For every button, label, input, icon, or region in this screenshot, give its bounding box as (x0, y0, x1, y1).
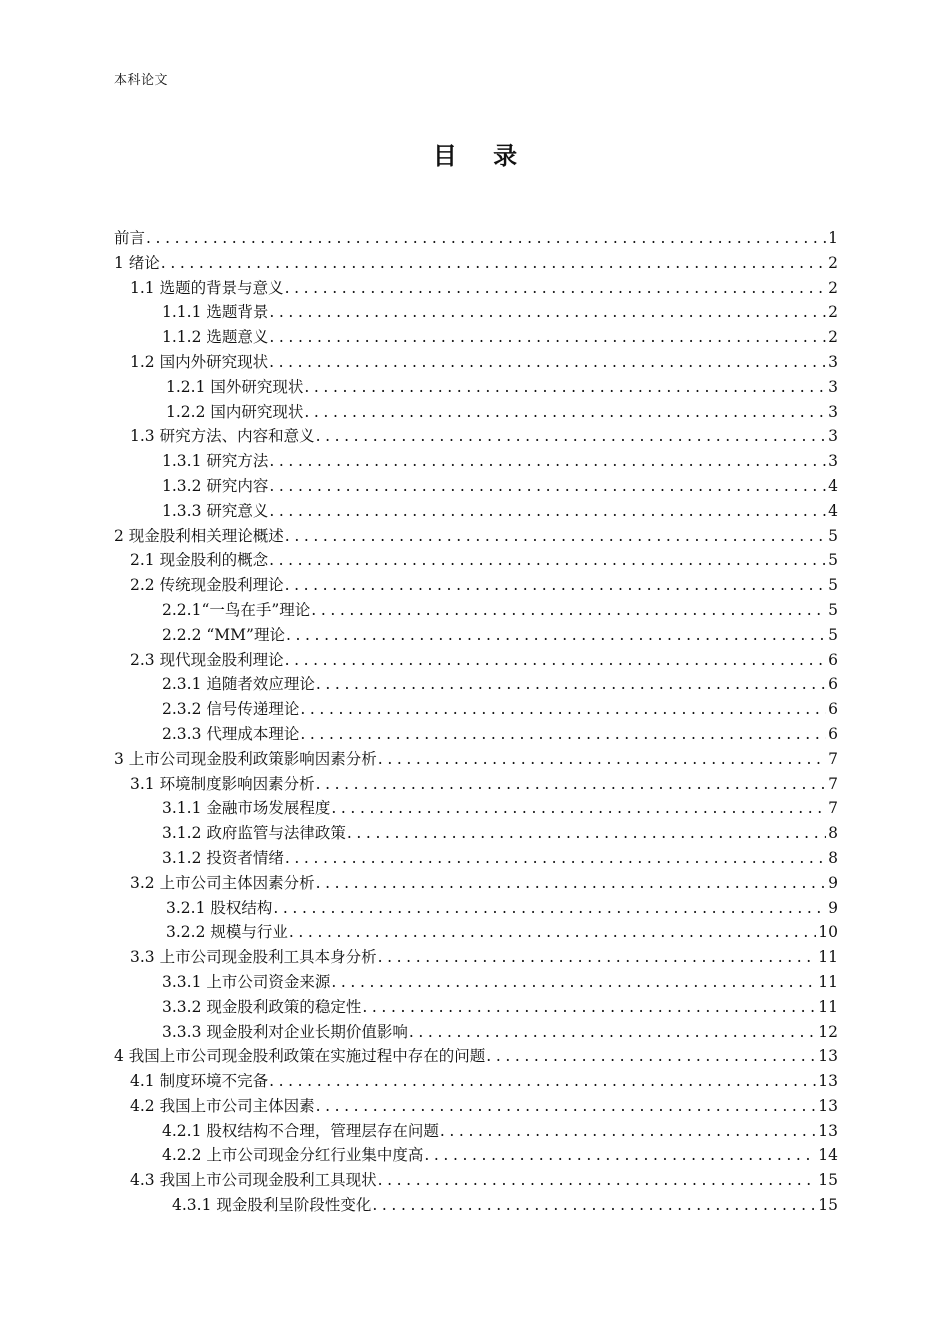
toc-entry-label: 3.3.2 现金股利政策的稳定性 (162, 997, 362, 1016)
toc-leader-dots (285, 846, 826, 871)
toc-entry-label: 1.3.3 研究意义 (162, 501, 269, 520)
toc-entry-page-number: 3 (828, 352, 838, 371)
toc-entry-page-number: 5 (828, 600, 838, 619)
toc-leader-dots (316, 772, 827, 797)
toc-entry-label: 3.1.1 金融市场发展程度 (162, 799, 331, 818)
toc-entry[interactable] (0, 300, 950, 325)
toc-entry-label: 2.3.1 追随者效应理论 (162, 675, 315, 694)
toc-entry-page-number: 6 (828, 675, 838, 694)
toc-entry-label: 3.2 上市公司主体因素分析 (130, 873, 315, 892)
toc-entry[interactable] (0, 648, 950, 673)
toc-leader-dots (269, 548, 826, 573)
toc-leader-dots (331, 970, 816, 995)
toc-leader-dots (440, 1119, 816, 1144)
toc-entry[interactable] (0, 1044, 950, 1069)
toc-entry-page-number: 2 (828, 303, 838, 322)
toc-leader-dots (300, 722, 826, 747)
toc-entry[interactable] (0, 772, 950, 797)
toc-entry[interactable] (0, 1168, 950, 1193)
toc-leader-dots (316, 871, 827, 896)
toc-leader-dots (269, 449, 826, 474)
toc-entry[interactable] (0, 871, 950, 896)
toc-entry-page-number: 8 (828, 824, 838, 843)
toc-entry-label: 4.2 我国上市公司主体因素 (130, 1096, 315, 1115)
toc-entry-page-number: 4 (828, 501, 838, 520)
toc-entry-label: 2.2 传统现金股利理论 (130, 576, 284, 595)
toc-leader-dots (300, 697, 826, 722)
toc-entry-page-number: 6 (828, 700, 838, 719)
toc-entry-page-number: 3 (828, 377, 838, 396)
toc-entry-label: 3.2.2 规模与行业 (166, 923, 288, 942)
toc-entry[interactable] (0, 1119, 950, 1144)
toc-leader-dots (161, 251, 826, 276)
toc-entry-label: 1.2 国内外研究现状 (130, 352, 269, 371)
toc-leader-dots (347, 821, 826, 846)
toc-entry[interactable] (0, 375, 950, 400)
toc-entry-label: 2.3 现代现金股利理论 (130, 650, 284, 669)
toc-entry-page-number: 11 (818, 948, 838, 967)
toc-entry-label: 4.2.1 股权结构不合理，管理层存在问题 (162, 1121, 439, 1140)
toc-leader-dots (269, 499, 826, 524)
toc-leader-dots (372, 1193, 816, 1218)
toc-entry-label: 前言 (114, 229, 146, 247)
toc-entry-page-number: 9 (828, 873, 838, 892)
toc-entry[interactable] (0, 920, 950, 945)
toc-entry-label: 2.2.2 “MM”理论 (162, 625, 285, 644)
toc-leader-dots (409, 1020, 816, 1045)
toc-entry-label: 3.3.3 现金股利对企业长期价值影响 (162, 1022, 408, 1041)
toc-leader-dots (285, 276, 827, 301)
toc-leader-dots (311, 598, 826, 623)
toc-leader-dots (424, 1143, 816, 1168)
toc-entry-page-number: 6 (828, 724, 838, 743)
toc-leader-dots (286, 623, 826, 648)
toc-entry-page-number: 9 (828, 898, 838, 917)
toc-entry-page-number: 4 (828, 476, 838, 495)
toc-entry-page-number: 14 (818, 1146, 838, 1165)
toc-entry-label: 3.3.1 上市公司资金来源 (162, 972, 331, 991)
toc-entry-label: 2 现金股利相关理论概述 (114, 526, 284, 545)
toc-entry[interactable] (0, 524, 950, 549)
toc-entry[interactable] (0, 846, 950, 871)
toc-entry-page-number: 6 (828, 650, 838, 669)
toc-entry-page-number: 2 (828, 328, 838, 347)
toc-entry-page-number: 1 (828, 229, 838, 247)
toc-entry-label: 4.1 制度环境不完备 (130, 1072, 269, 1091)
toc-entry-page-number: 5 (828, 551, 838, 570)
toc-entry[interactable] (0, 449, 950, 474)
toc-entry-page-number: 13 (818, 1072, 838, 1091)
toc-entry[interactable] (0, 970, 950, 995)
toc-leader-dots (269, 300, 826, 325)
toc-entry-page-number: 5 (828, 526, 838, 545)
toc-entry[interactable] (0, 623, 950, 648)
toc-entry[interactable] (0, 424, 950, 449)
toc-entry-page-number: 7 (828, 774, 838, 793)
toc-entry-label: 3.2.1 股权结构 (166, 898, 273, 917)
toc-entry-label: 3.1 环境制度影响因素分析 (130, 774, 315, 793)
toc-entry[interactable] (0, 747, 950, 772)
toc-leader-dots (378, 1168, 817, 1193)
page-title: 目 录 (432, 142, 532, 170)
toc-entry-label: 1.3.2 研究内容 (162, 476, 269, 495)
toc-entry[interactable] (0, 722, 950, 747)
toc-entry[interactable] (0, 1143, 950, 1168)
toc-entry-label: 4.3 我国上市公司现金股利工具现状 (130, 1171, 377, 1190)
toc-entry-page-number: 10 (818, 923, 838, 942)
toc-entry-label: 3.1.2 投资者情绪 (162, 848, 284, 867)
toc-leader-dots (316, 672, 826, 697)
toc-entry-page-number: 2 (828, 253, 838, 272)
toc-entry-page-number: 2 (828, 278, 838, 297)
toc-entry-label: 3.3 上市公司现金股利工具本身分析 (130, 948, 377, 967)
toc-entry-page-number: 13 (818, 1096, 838, 1115)
toc-entry[interactable] (0, 821, 950, 846)
toc-leader-dots (273, 896, 826, 921)
toc-leader-dots (304, 375, 826, 400)
toc-entry-page-number: 5 (828, 625, 838, 644)
toc-leader-dots (316, 424, 827, 449)
toc-entry-label: 2.2.1“一鸟在手”理论 (162, 600, 311, 619)
toc-entry-page-number: 13 (818, 1047, 838, 1066)
toc-entry[interactable] (0, 548, 950, 573)
toc-leader-dots (146, 226, 826, 251)
toc-entry[interactable] (0, 1020, 950, 1045)
toc-entry-page-number: 13 (818, 1121, 838, 1140)
toc-leader-dots (378, 747, 826, 772)
toc-entry[interactable] (0, 573, 950, 598)
toc-leader-dots (378, 945, 817, 970)
toc-entry[interactable] (0, 1193, 950, 1218)
toc-entry-label: 2.3.2 信号传递理论 (162, 700, 300, 719)
toc-entry-label: 4 我国上市公司现金股利政策在实施过程中存在的问题 (114, 1047, 486, 1066)
toc-entry-page-number: 3 (828, 452, 838, 471)
toc-entry[interactable] (0, 945, 950, 970)
toc-entry[interactable] (0, 995, 950, 1020)
toc-entry[interactable] (0, 1069, 950, 1094)
toc-entry-label: 1 绪论 (114, 253, 160, 272)
toc-leader-dots (331, 796, 826, 821)
toc-entry-label: 1.2.2 国内研究现状 (166, 402, 304, 421)
toc-entry-label: 1.1.1 选题背景 (162, 303, 269, 322)
toc-leader-dots (316, 1094, 817, 1119)
toc-entry-label: 1.3 研究方法、内容和意义 (130, 427, 315, 446)
toc-entry-page-number: 15 (818, 1171, 838, 1190)
toc-entry-page-number: 12 (818, 1022, 838, 1041)
toc-entry-label: 4.3.1 现金股利呈阶段性变化 (172, 1196, 372, 1215)
toc-leader-dots (289, 920, 816, 945)
toc-entry[interactable] (0, 325, 950, 350)
toc-leader-dots (269, 474, 826, 499)
toc-entry-label: 1.1.2 选题意义 (162, 328, 269, 347)
toc-entry-label: 2.3.3 代理成本理论 (162, 724, 300, 743)
toc-entry-label: 2.1 现金股利的概念 (130, 551, 269, 570)
toc-entry[interactable] (0, 350, 950, 375)
toc-entry[interactable] (0, 697, 950, 722)
toc-leader-dots (362, 995, 816, 1020)
toc-entry[interactable] (0, 796, 950, 821)
toc-entry[interactable] (0, 226, 950, 251)
toc-leader-dots (269, 350, 826, 375)
toc-entry[interactable] (0, 1094, 950, 1119)
toc-leader-dots (304, 400, 826, 425)
toc-entry-label: 1.1 选题的背景与意义 (130, 278, 284, 297)
toc-entry-page-number: 8 (828, 848, 838, 867)
toc-leader-dots (269, 325, 826, 350)
toc-leader-dots (285, 573, 827, 598)
toc-entry-page-number: 15 (818, 1196, 838, 1215)
toc-entry-label: 3 上市公司现金股利政策影响因素分析 (114, 749, 377, 768)
toc-entry-label: 1.2.1 国外研究现状 (166, 377, 304, 396)
toc-leader-dots (486, 1044, 816, 1069)
toc-entry[interactable] (0, 499, 950, 524)
toc-entry-page-number: 11 (818, 997, 838, 1016)
toc-entry-label: 1.3.1 研究方法 (162, 452, 269, 471)
toc-entry[interactable] (0, 474, 950, 499)
toc-entry-page-number: 11 (818, 972, 838, 991)
toc-entry[interactable] (0, 672, 950, 697)
running-header: 本科论文 (114, 73, 169, 88)
toc-entry[interactable] (0, 276, 950, 301)
toc-entry-page-number: 3 (828, 402, 838, 421)
toc-entry[interactable] (0, 598, 950, 623)
toc-entry-page-number: 7 (828, 799, 838, 818)
toc-entry[interactable] (0, 251, 950, 276)
toc-entry[interactable] (0, 400, 950, 425)
toc-entry-label: 4.2.2 上市公司现金分红行业集中度高 (162, 1146, 424, 1165)
toc-entry-page-number: 5 (828, 576, 838, 595)
table-of-contents (0, 226, 950, 1218)
toc-leader-dots (285, 524, 826, 549)
toc-entry-page-number: 3 (828, 427, 838, 446)
toc-entry[interactable] (0, 896, 950, 921)
toc-leader-dots (285, 648, 827, 673)
toc-leader-dots (269, 1069, 816, 1094)
toc-entry-label: 3.1.2 政府监管与法律政策 (162, 824, 346, 843)
toc-entry-page-number: 7 (828, 749, 838, 768)
